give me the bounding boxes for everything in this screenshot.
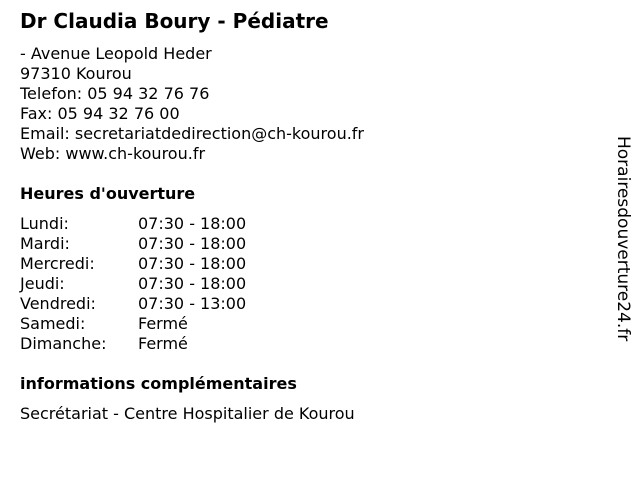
additional-info-text: Secrétariat - Centre Hospitalier de Kourou bbox=[20, 404, 355, 423]
web-line: Web: www.ch-kourou.fr bbox=[20, 144, 206, 163]
day-label: Vendredi: bbox=[20, 294, 96, 313]
hours-value: 07:30 - 18:00 bbox=[138, 234, 247, 253]
hours-value: 07:30 - 13:00 bbox=[138, 294, 247, 313]
day-label: Jeudi: bbox=[20, 274, 65, 293]
phone-line: Telefon: 05 94 32 76 76 bbox=[20, 84, 210, 103]
email-line: Email: secretariatdedirection@ch-kourou.fr bbox=[20, 124, 364, 143]
fax-line: Fax: 05 94 32 76 00 bbox=[20, 104, 180, 123]
hours-value: 07:30 - 18:00 bbox=[138, 274, 247, 293]
watermark-text: Horairesdouverture24.fr bbox=[613, 136, 633, 342]
additional-info-heading: informations complémentaires bbox=[20, 374, 297, 393]
city-line: 97310 Kourou bbox=[20, 64, 132, 83]
opening-hours-heading: Heures d'ouverture bbox=[20, 184, 196, 203]
hours-value: Fermé bbox=[138, 334, 188, 353]
day-label: Dimanche: bbox=[20, 334, 107, 353]
day-label: Lundi: bbox=[20, 214, 69, 233]
hours-value: 07:30 - 18:00 bbox=[138, 254, 247, 273]
address-line: - Avenue Leopold Heder bbox=[20, 44, 212, 63]
hours-value: 07:30 - 18:00 bbox=[138, 214, 247, 233]
page-title: Dr Claudia Boury - Pédiatre bbox=[20, 9, 329, 33]
day-label: Mardi: bbox=[20, 234, 70, 253]
day-label: Samedi: bbox=[20, 314, 86, 333]
watermark bbox=[612, 136, 634, 346]
day-label: Mercredi: bbox=[20, 254, 95, 273]
hours-value: Fermé bbox=[138, 314, 188, 333]
